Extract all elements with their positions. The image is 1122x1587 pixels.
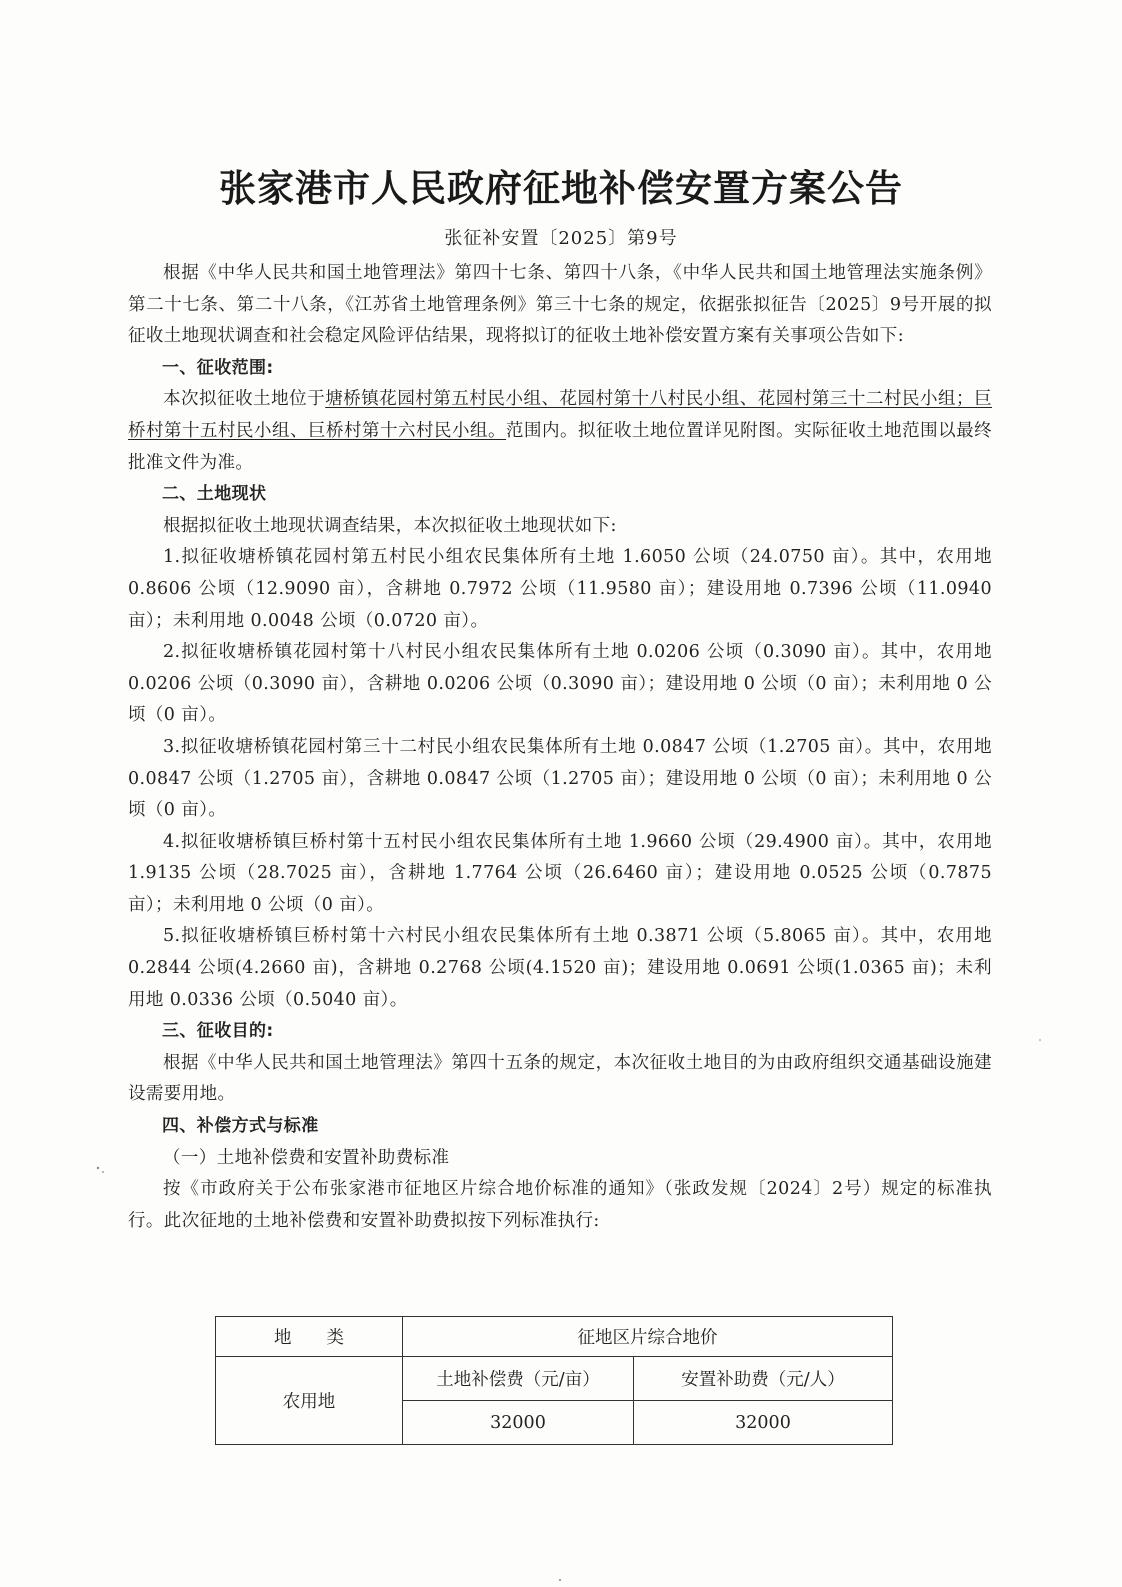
land-status-item-3: 3.拟征收塘桥镇花园村第三十二村民小组农民集体所有土地 0.0847 公顷（1.2705 亩）。其中，农用地 0.0847 公顷（1.2705 亩），含耕地 0.0847 公顷（1.2705 亩）；建设用地 0 公顷（0 亩）；未利用地 0 公顷（0 亩）。 [128, 736, 992, 821]
land-status-intro: 根据拟征收土地现状调查结果，本次拟征收土地现状如下: [163, 515, 617, 536]
table-cell-resettlement-subsidy: 32000 [634, 1401, 893, 1445]
document-body [128, 258, 992, 1237]
page-title: 张家港市人民政府征地补偿安置方案公告 [219, 166, 903, 210]
table-header-land-type: 地 类 [216, 1317, 403, 1357]
table-header-resettlement-subsidy: 安置补助费（元/人） [634, 1357, 893, 1401]
intro-paragraph: 根据《中华人民共和国土地管理法》第四十七条、第四十八条，《中华人民共和国土地管理法实施条例》第二十七条、第二十八条，《江苏省土地管理条例》第三十七条的规定，依据张拟征告〔2025〕9号开展的拟征收土地现状调查和社会稳定风险评估结果，现将拟订的征收土地补偿安置方案有关事项公告如下: [128, 263, 992, 347]
document-number: 张征补安置〔2025〕第9号 [444, 228, 678, 249]
purpose-paragraph: 根据《中华人民共和国土地管理法》第四十五条的规定，本次征收土地目的为由政府组织交通基础设施建设需要用地。 [128, 1052, 992, 1105]
section-heading-scope: 一、征收范围: [162, 357, 274, 378]
table-header-land-compensation: 土地补偿费（元/亩） [403, 1357, 634, 1401]
table-cell-land-compensation: 32000 [403, 1401, 634, 1445]
scope-suffix: 范围内。拟征收土地位置详见附图。实际征收土地范围以最终批准文件为准。 [128, 420, 992, 473]
table-row-label: 农用地 [216, 1357, 403, 1445]
land-status-item-2: 2.拟征收塘桥镇花园村第十八村民小组农民集体所有土地 0.0206 公顷（0.3090 亩）。其中，农用地 0.0206 公顷（0.3090 亩），含耕地 0.0206 公顷（0.3090 亩）；建设用地 0 公顷（0 亩）；未利用地 0 公顷（0 亩）。 [128, 642, 992, 726]
section-heading-land-status: 二、土地现状 [162, 484, 267, 505]
land-status-item-4: 4.拟征收塘桥镇巨桥村第十五村民小组农民集体所有土地 1.9660 公顷（29.4900 亩）。其中，农用地 1.9135 公顷（28.7025 亩），含耕地 1.7764 公顷（26.6460 亩）；建设用地 0.0525 公顷（0.7875 亩）；未利用地 0 公顷（0 亩）。 [128, 831, 992, 915]
compensation-table [215, 1316, 893, 1445]
land-status-item-5: 5.拟征收塘桥镇巨桥村第十六村民小组农民集体所有土地 0.3871 公顷（5.8065 亩）。其中，农用地 0.2844 公顷(4.2660 亩)，含耕地 0.2768 公顷(4.1520 亩)；建设用地 0.0691 公顷(1.0365 亩)；未利用地 0.0336 公顷（0.5040 亩）。 [128, 926, 992, 1010]
section-heading-purpose: 三、征收目的: [162, 1021, 274, 1042]
scope-location: 塘桥镇花园村第五村民小组、花园村第十八村民小组、花园村第三十二村民小组；巨桥村第十五村民小组、巨桥村第十六村民小组。 [128, 389, 992, 441]
section-heading-compensation: 四、补偿方式与标准 [162, 1116, 319, 1137]
land-status-item-1: 1.拟征收塘桥镇花园村第五村民小组农民集体所有土地 1.6050 公顷（24.0750 亩）。其中，农用地 0.8606 公顷（12.9090 亩），含耕地 0.7972 公顷（11.9580 亩）；建设用地 0.7396 公顷（11.0940 亩）；未利用地 0.0048 公顷（0.0720 亩）。 [128, 547, 992, 631]
scope-paragraph [128, 384, 992, 479]
scope-prefix: 本次拟征收土地位于 [163, 389, 326, 410]
compensation-subheading: （一）土地补偿费和安置补助费标准 [163, 1147, 450, 1168]
compensation-paragraph: 按《市政府关于公布张家港市征地区片综合地价标准的通知》（张政发规〔2024〕2号）规定的标准执行。此次征地的土地补偿费和安置补助费拟按下列标准执行: [128, 1179, 992, 1231]
table-header-zone-price: 征地区片综合地价 [403, 1317, 893, 1357]
